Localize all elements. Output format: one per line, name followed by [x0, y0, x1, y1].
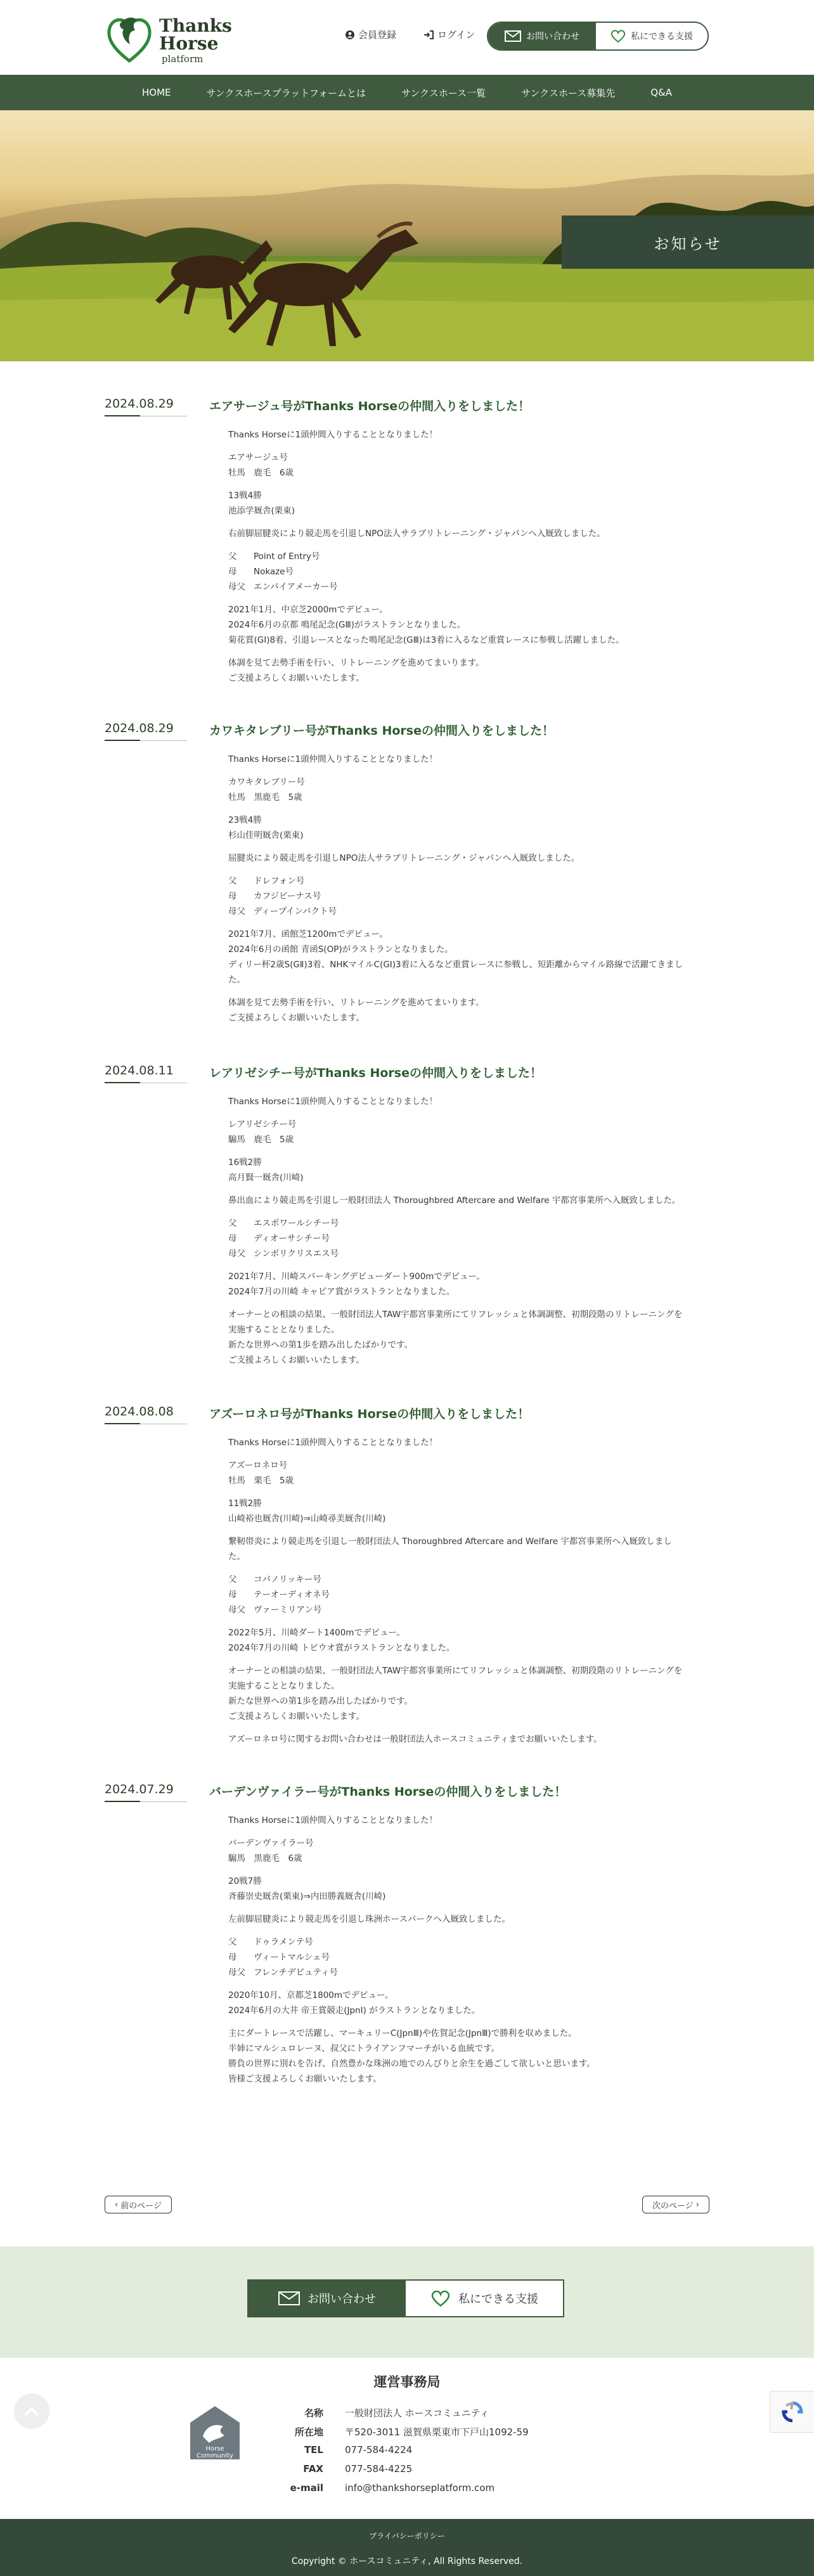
closing-text: 体調を見て去勢手術を行い、リトレーニングを進めてまいります。	[228, 998, 484, 1008]
closing-thanks: 皆様ご支援よろしくお願いいたします。	[228, 2074, 382, 2084]
dam: ヴィートマルシェ号	[254, 1952, 330, 1962]
sire: Point of Entry号	[254, 551, 320, 562]
back-to-top-button[interactable]	[14, 2393, 49, 2429]
post-title[interactable]: アズーロネロ号がThanks Horseの仲間入りをしました！	[209, 1407, 530, 1421]
sire-key: 父	[228, 876, 237, 886]
footer-support-button[interactable]	[406, 2281, 563, 2316]
nav-horse-list[interactable]: サンクスホース一覧	[401, 87, 486, 99]
career-text: オーナーとの相談の結果、一般財団法人TAW宇都宮事業所にてリフレッシュと体調調整、初期段階のリトレーニングを実施することとなりました。	[228, 1666, 683, 1691]
debut-text: 2021年7月、川崎スパーキングデビューダート900mでデビュー。	[228, 1272, 485, 1282]
last-race-text: 2024年6月の函館 青函S(OP)がラストランとなりました。	[228, 944, 453, 955]
horse-profile: 牡馬 黒鹿毛 5歳	[228, 792, 302, 802]
sire-key: 父	[228, 1575, 237, 1585]
hero-banner	[0, 110, 814, 361]
closing-text: 新たな世界への第1歩を踏み出したばかりです。	[228, 1696, 413, 1706]
post-date: 2024.08.29	[105, 721, 187, 741]
broodmare-sire: ヴァーミリアン号	[254, 1605, 322, 1615]
dam: カフジビーナス号	[254, 891, 321, 901]
chevron-right-icon: ›	[695, 2199, 699, 2210]
site-footer	[0, 2519, 814, 2576]
broodmare-sire: シンボリクリスエス号	[254, 1249, 339, 1259]
career-text: ディリー杯2歳S(GⅡ)3着、NHKマイルC(GⅠ)3着に入るなど重賞レースに参戦し、短距離からマイル路線で活躍てきました。	[228, 960, 683, 985]
closing-thanks: ご支援よろしくお願いいたします。	[228, 1355, 365, 1365]
bms-key: 母父	[228, 1967, 245, 1978]
header-support-button[interactable]	[596, 23, 707, 49]
bms-key: 母父	[228, 1249, 245, 1259]
retirement-note: 繋靭帯炎により競走馬を引退し一般財団法人 Thoroughbred Aftercare and Welfare 宇都宮事業所へ入厩致しました。	[228, 1536, 672, 1562]
post-date: 2024.08.08	[105, 1405, 187, 1424]
recaptcha-badge[interactable]	[770, 2391, 814, 2433]
mail-icon	[505, 30, 521, 42]
closing-thanks: ご支援よろしくお願いいたします。	[228, 673, 365, 683]
retirement-note: 右前脚屈腱炎により競走馬を引退しNPO法人サラブリトレーニング・ジャパンへ入厩致しました。	[228, 529, 605, 539]
office-heading: 運営事務局	[373, 2374, 441, 2390]
closing-thanks: ご支援よろしくお願いいたします。	[228, 1013, 365, 1023]
retirement-note: 鼻出血により競走馬を引退し一般財団法人 Thoroughbred Aftercare and Welfare 宇都宮事業所へ入厩致しました。	[228, 1195, 681, 1206]
next-page-button[interactable]	[642, 2196, 709, 2213]
post-intro: Thanks Horseに1頭仲間入りすることとなりました！	[228, 430, 438, 440]
horse-profile: 牡馬 鹿毛 6歳	[228, 468, 294, 478]
dam-key: 母	[228, 891, 237, 901]
office-value: 〒520-3011 滋賀県栗東市下戸山1092-59	[345, 2426, 529, 2438]
bms-key: 母父	[228, 582, 245, 592]
career-text: 菊花賞(GⅠ)8着、引退レースとなった鳴尾記念(GⅢ)は3着に入るなど重賞レースに参戦し活躍しました。	[228, 635, 624, 645]
office-row	[279, 2425, 529, 2438]
post-title[interactable]: エアサージュ号がThanks Horseの仲間入りをしました！	[209, 399, 531, 413]
sire: コパノリッキー号	[254, 1575, 321, 1585]
office-row	[279, 2482, 494, 2494]
main-nav	[0, 75, 814, 110]
privacy-policy-link[interactable]: プライバシーポリシー	[369, 2532, 445, 2541]
horse-name: カワキタレブリー号	[228, 777, 305, 787]
site-logo[interactable]	[105, 11, 231, 65]
hero-title: お知らせ	[562, 216, 814, 269]
retirement-note: 左前脚屈腱炎により競走馬を引退し珠洲ホースパークへ入厩致しました。	[228, 1914, 510, 1924]
heart-icon	[610, 29, 626, 43]
race-record: 13戦4勝	[228, 491, 262, 501]
post-date: 2024.07.29	[105, 1782, 187, 1802]
logo-text-platform: platform	[162, 53, 204, 65]
closing-text: 新たな世界への第1歩を踏み出したばかりです。	[228, 1340, 413, 1350]
office-row	[279, 2444, 412, 2456]
bms-key: 母父	[228, 906, 245, 917]
footer-cta-group	[247, 2279, 564, 2317]
sire-key: 父	[228, 551, 237, 562]
race-record: 16戦2勝	[228, 1157, 262, 1168]
post-title[interactable]: レアリゼシチー号がThanks Horseの仲間入りをしました！	[209, 1066, 542, 1080]
horse-name: エアサージュ号	[228, 453, 288, 463]
office-key: 名称	[304, 2407, 323, 2419]
sire: エスポワールシチー号	[254, 1218, 339, 1228]
horse-profile: 騸馬 鹿毛 5歳	[228, 1135, 294, 1145]
debut-text: 2021年1月、中京芝2000mでデビュー。	[228, 605, 388, 615]
office-row	[279, 2406, 489, 2419]
footer-contact-button[interactable]	[249, 2281, 406, 2316]
post-intro: Thanks Horseに1頭仲間入りすることとなりました！	[228, 1097, 438, 1107]
heart-icon	[430, 2289, 451, 2307]
news-post	[105, 1405, 709, 1747]
contact-note: アズーロネロ号に関するお問い合わせは一般財団法人ホースコミュニティまでお願いいたします。	[228, 1734, 602, 1744]
post-date: 2024.08.11	[105, 1064, 187, 1083]
member-register-label: 会員登録	[358, 29, 397, 41]
heart-horse-logo-icon	[105, 11, 154, 65]
office-key: TEL	[304, 2444, 323, 2456]
office-value: 一般財団法人 ホースコミュニティ	[345, 2407, 489, 2419]
sire-key: 父	[228, 1218, 237, 1228]
chevron-left-icon: ‹	[115, 2199, 119, 2210]
stable: 高月賢一厩舎(川崎)	[228, 1173, 304, 1183]
horse-profile: 牡馬 栗毛 5歳	[228, 1476, 294, 1486]
dam-key: 母	[228, 1233, 237, 1244]
office-value: 077-584-4225	[345, 2463, 413, 2475]
race-record: 11戦2勝	[228, 1498, 262, 1509]
news-post	[105, 397, 709, 688]
broodmare-sire: ディープインパクト号	[254, 906, 337, 917]
office-key: FAX	[303, 2463, 323, 2475]
prev-page-button[interactable]	[105, 2196, 172, 2213]
closing-text: 体調を見て去勢手術を行い、リトレーニングを進めてまいります。	[228, 658, 484, 668]
prev-page-label: 前のページ	[120, 2201, 162, 2211]
horse-community-logo	[188, 2404, 242, 2462]
header-contact-label: お問い合わせ	[526, 32, 579, 42]
sire: ドレフォン号	[254, 876, 305, 886]
nav-recruitment[interactable]: サンクスホース募集先	[521, 87, 616, 99]
stable: 山崎裕也厩舎(川崎)⇒山崎尋美厩舎(川崎)	[228, 1514, 386, 1524]
dam-key: 母	[228, 567, 237, 577]
next-page-label: 次のページ	[652, 2201, 694, 2211]
office-row	[279, 2463, 412, 2475]
last-race-text: 2024年7月の川崎 キャピア賞がラストランとなりました。	[228, 1287, 455, 1297]
horse-name: バーデンヴァイラー号	[228, 1838, 314, 1848]
career-text: オーナーとの相談の結果、一般財団法人TAW宇都宮事業所にてリフレッシュと体調調整、初期段階のリトレーニングを実施することとなりました。	[228, 1310, 683, 1335]
post-body	[228, 752, 685, 1033]
horse-community-logo-text: Horse Community	[197, 2445, 233, 2459]
retirement-note: 屈腱炎により競走馬を引退しNPO法人サラブリトレーニング・ジャパンへ入厩致しました。	[228, 853, 580, 863]
copyright: Copyright © ホースコミュニティ, All Rights Reserved.	[291, 2556, 523, 2566]
sire: ドゥラメンテ号	[254, 1937, 313, 1947]
dam-key: 母	[228, 1952, 237, 1962]
member-register-link[interactable]	[346, 28, 396, 41]
post-intro: Thanks Horseに1頭仲間入りすることとなりました！	[228, 1815, 438, 1826]
post-body	[228, 1435, 685, 1755]
header-contact-button[interactable]	[488, 23, 596, 49]
stable: 池添学厩舎(栗東)	[228, 506, 295, 516]
office-email[interactable]: info@thankshorseplatform.com	[345, 2482, 495, 2494]
broodmare-sire: エンパイアメーカー号	[254, 582, 338, 592]
post-body	[228, 427, 685, 693]
career-text: 主にダートレースで活躍し、マーキュリーC(JpnⅢ)や佐賀記念(JpnⅢ)で勝利を収めました。	[228, 2028, 577, 2038]
header-cta-group	[487, 22, 709, 51]
news-post	[105, 1782, 709, 2087]
nav-home[interactable]: HOME	[142, 87, 171, 98]
debut-text: 2020年10月、京都芝1800mでデビュー。	[228, 1990, 394, 2000]
dam-key: 母	[228, 1590, 237, 1600]
footer-cta	[0, 2246, 814, 2358]
closing-text: 勝負の世界に別れを告げ、自然豊かな珠洲の地でのんびりと余生を過ごして欲しいと思います。	[228, 2059, 595, 2069]
bms-key: 母父	[228, 1605, 245, 1615]
recaptcha-icon	[781, 2400, 804, 2423]
post-title[interactable]: カワキタレブリー号がThanks Horseの仲間入りをしました！	[209, 724, 554, 738]
news-post	[105, 721, 709, 1026]
office-value: 077-584-4224	[345, 2444, 413, 2456]
login-link[interactable]	[423, 28, 475, 41]
stable: 杉山佳明厩舎(栗東)	[228, 830, 304, 840]
post-intro: Thanks Horseに1頭仲間入りすることとなりました！	[228, 754, 438, 764]
mail-icon	[278, 2291, 300, 2305]
post-body	[228, 1094, 685, 1375]
post-date: 2024.08.29	[105, 397, 187, 416]
post-intro: Thanks Horseに1頭仲間入りすることとなりました！	[228, 1438, 438, 1448]
debut-text: 2022年5月、川崎ダート1400mでデビュー。	[228, 1628, 405, 1638]
header-support-label: 私にできる支援	[631, 32, 693, 42]
office-key: e-mail	[290, 2482, 323, 2494]
last-race-text: 2024年6月の京都 鳴尾記念(GⅢ)がラストランとなりました。	[228, 620, 466, 630]
last-race-text: 2024年7月の川崎 トビウオ賞がラストランとなりました。	[228, 1643, 455, 1653]
horse-profile: 騸馬 黒鹿毛 6歳	[228, 1853, 302, 1864]
debut-text: 2021年7月、函館芝1200mでデビュー。	[228, 929, 388, 939]
office-key: 所在地	[294, 2426, 323, 2438]
closing-thanks: ご支援よろしくお願いいたします。	[228, 1711, 365, 1722]
site-header	[0, 0, 814, 75]
dam: Nokaze号	[254, 567, 294, 577]
race-record: 20戦7勝	[228, 1876, 262, 1886]
login-label: ログイン	[437, 29, 475, 41]
nav-about[interactable]: サンクスホースプラットフォームとは	[206, 87, 366, 99]
stable: 斉藤崇史厩舎(栗東)⇒内田勝義厩舎(川崎)	[228, 1891, 386, 1902]
login-icon	[423, 30, 434, 39]
post-title[interactable]: バーデンヴァイラー号がThanks Horseの仲間入りをしました！	[209, 1785, 567, 1799]
dam: ディオーサシチー号	[254, 1233, 330, 1244]
logo-text-thanks: Thanks	[159, 15, 232, 36]
broodmare-sire: フレンチデピュティ号	[254, 1967, 339, 1978]
horse-name: アズーロネロ号	[228, 1460, 288, 1471]
news-post	[105, 1064, 709, 1381]
footer-support-label: 私にできる支援	[458, 2293, 538, 2306]
post-body	[228, 1813, 685, 2094]
logo-text-horse: Horse	[159, 33, 219, 54]
footer-contact-label: お問い合わせ	[307, 2293, 376, 2306]
chevron-up-icon	[24, 2406, 39, 2416]
horse-name: レアリゼシチー号	[228, 1119, 297, 1130]
last-race-text: 2024年6月の大井 帝王賞競走(JpnⅠ) がラストランとなりました。	[228, 2006, 481, 2016]
sire-key: 父	[228, 1937, 237, 1947]
dam: テーオーディオネ号	[254, 1590, 330, 1600]
nav-qa[interactable]: Q&A	[650, 87, 672, 98]
race-record: 23戦4勝	[228, 815, 262, 825]
user-icon	[346, 30, 354, 39]
office-info	[0, 2358, 814, 2519]
pedigree-text: 半姉にマルシュロレーヌ、叔父にトライアンフマーチがいる血統です。	[228, 2044, 500, 2054]
